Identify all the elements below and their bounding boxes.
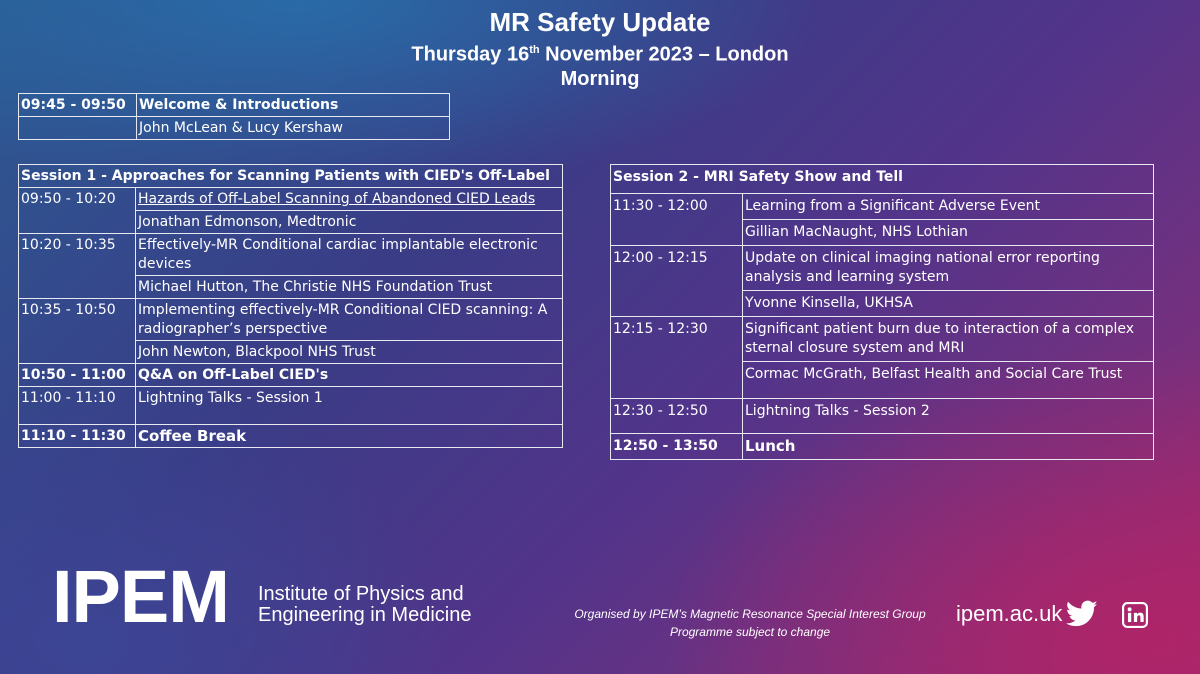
welcome-title: Welcome & Introductions — [137, 94, 450, 117]
organisation-name — [258, 584, 471, 626]
date-rest: November 2023 – London — [539, 43, 789, 66]
talk-time: 12:15 - 12:30 — [611, 317, 743, 399]
talk-speaker: Yvonne Kinsella, UKHSA — [743, 291, 1154, 317]
break-title: Coffee Break — [136, 425, 563, 448]
talk-time: 10:20 - 10:35 — [19, 234, 136, 299]
talk-title: Learning from a Significant Adverse Event — [743, 194, 1154, 220]
talk-time: 10:35 - 10:50 — [19, 299, 136, 364]
date-prefix: Thursday 16 — [411, 43, 530, 66]
welcome-table — [18, 93, 450, 140]
break-time: 11:10 - 11:30 — [19, 425, 136, 448]
empty-cell — [19, 117, 137, 140]
date-suffix: th — [529, 44, 540, 56]
talk-time: 11:30 - 12:00 — [611, 194, 743, 246]
table-row — [611, 194, 1154, 220]
talk-title: Effectively-MR Conditional cardiac implantable electronic devices — [136, 234, 563, 276]
programme-part: Morning — [560, 67, 640, 90]
twitter-icon[interactable] — [1066, 600, 1098, 628]
table-row — [19, 188, 563, 211]
qa-time: 10:50 - 11:00 — [19, 364, 136, 387]
table-row — [611, 399, 1154, 434]
talk-speaker: Michael Hutton, The Christie NHS Foundation Trust — [136, 276, 563, 299]
logo-mark: IPEM — [52, 555, 229, 638]
talk-time: 09:50 - 10:20 — [19, 188, 136, 234]
talk-speaker: Gillian MacNaught, NHS Lothian — [743, 220, 1154, 246]
org-line-1: Institute of Physics and — [258, 583, 464, 605]
organised-line-2: Programme subject to change — [669, 625, 831, 639]
table-row — [611, 434, 1154, 460]
page-title: MR Safety Update — [489, 7, 711, 37]
lightning-time: 11:00 - 11:10 — [19, 387, 136, 425]
session2-table — [610, 164, 1154, 460]
table-row — [19, 299, 563, 341]
header — [0, 6, 1200, 91]
talk-speaker: Cormac McGrath, Belfast Health and Social Care Trust — [743, 362, 1154, 399]
linkedin-icon[interactable] — [1122, 602, 1148, 628]
session-heading-row — [611, 165, 1154, 194]
org-line-2: Engineering in Medicine — [258, 604, 472, 626]
talk-time: 12:00 - 12:15 — [611, 246, 743, 317]
session1-heading: Session 1 - Approaches for Scanning Patients with CIED's Off-Label — [19, 165, 563, 188]
organised-line-1: Organised by IPEM’s Magnetic Resonance Special Interest Group — [574, 607, 926, 621]
talk-speaker: John Newton, Blackpool NHS Trust — [136, 341, 563, 364]
table-row — [19, 117, 450, 140]
session-heading-row — [19, 165, 563, 188]
session2-heading: Session 2 - MRI Safety Show and Tell — [611, 165, 1154, 194]
table-row — [611, 317, 1154, 362]
session1-table — [18, 164, 563, 448]
event-date — [0, 38, 1200, 67]
organised-by — [560, 605, 940, 641]
website-link[interactable]: ipem.ac.uk — [956, 601, 1063, 626]
welcome-time: 09:45 - 09:50 — [19, 94, 137, 117]
lightning-title: Lightning Talks - Session 1 — [136, 387, 563, 425]
table-row — [19, 425, 563, 448]
welcome-speaker: John McLean & Lucy Kershaw — [137, 117, 450, 140]
lunch-title: Lunch — [743, 434, 1154, 460]
table-row — [19, 94, 450, 117]
talk-title: Update on clinical imaging national error reporting analysis and learning system — [743, 246, 1154, 291]
talk-title — [136, 188, 563, 211]
table-row — [19, 387, 563, 425]
talk-speaker: Jonathan Edmonson, Medtronic — [136, 211, 563, 234]
talk-title-link[interactable]: Hazards of Off-Label Scanning of Abandoned CIED Leads — [138, 191, 536, 207]
lunch-time: 12:50 - 13:50 — [611, 434, 743, 460]
table-row — [19, 364, 563, 387]
talk-title: Implementing effectively-MR Conditional CIED scanning: A radiographer’s perspective — [136, 299, 563, 341]
table-row — [611, 246, 1154, 291]
lightning-time: 12:30 - 12:50 — [611, 399, 743, 434]
table-row — [19, 234, 563, 276]
qa-title: Q&A on Off-Label CIED's — [136, 364, 563, 387]
talk-title: Significant patient burn due to interaction of a complex sternal closure system and MRI — [743, 317, 1154, 362]
lightning-title: Lightning Talks - Session 2 — [743, 399, 1154, 434]
